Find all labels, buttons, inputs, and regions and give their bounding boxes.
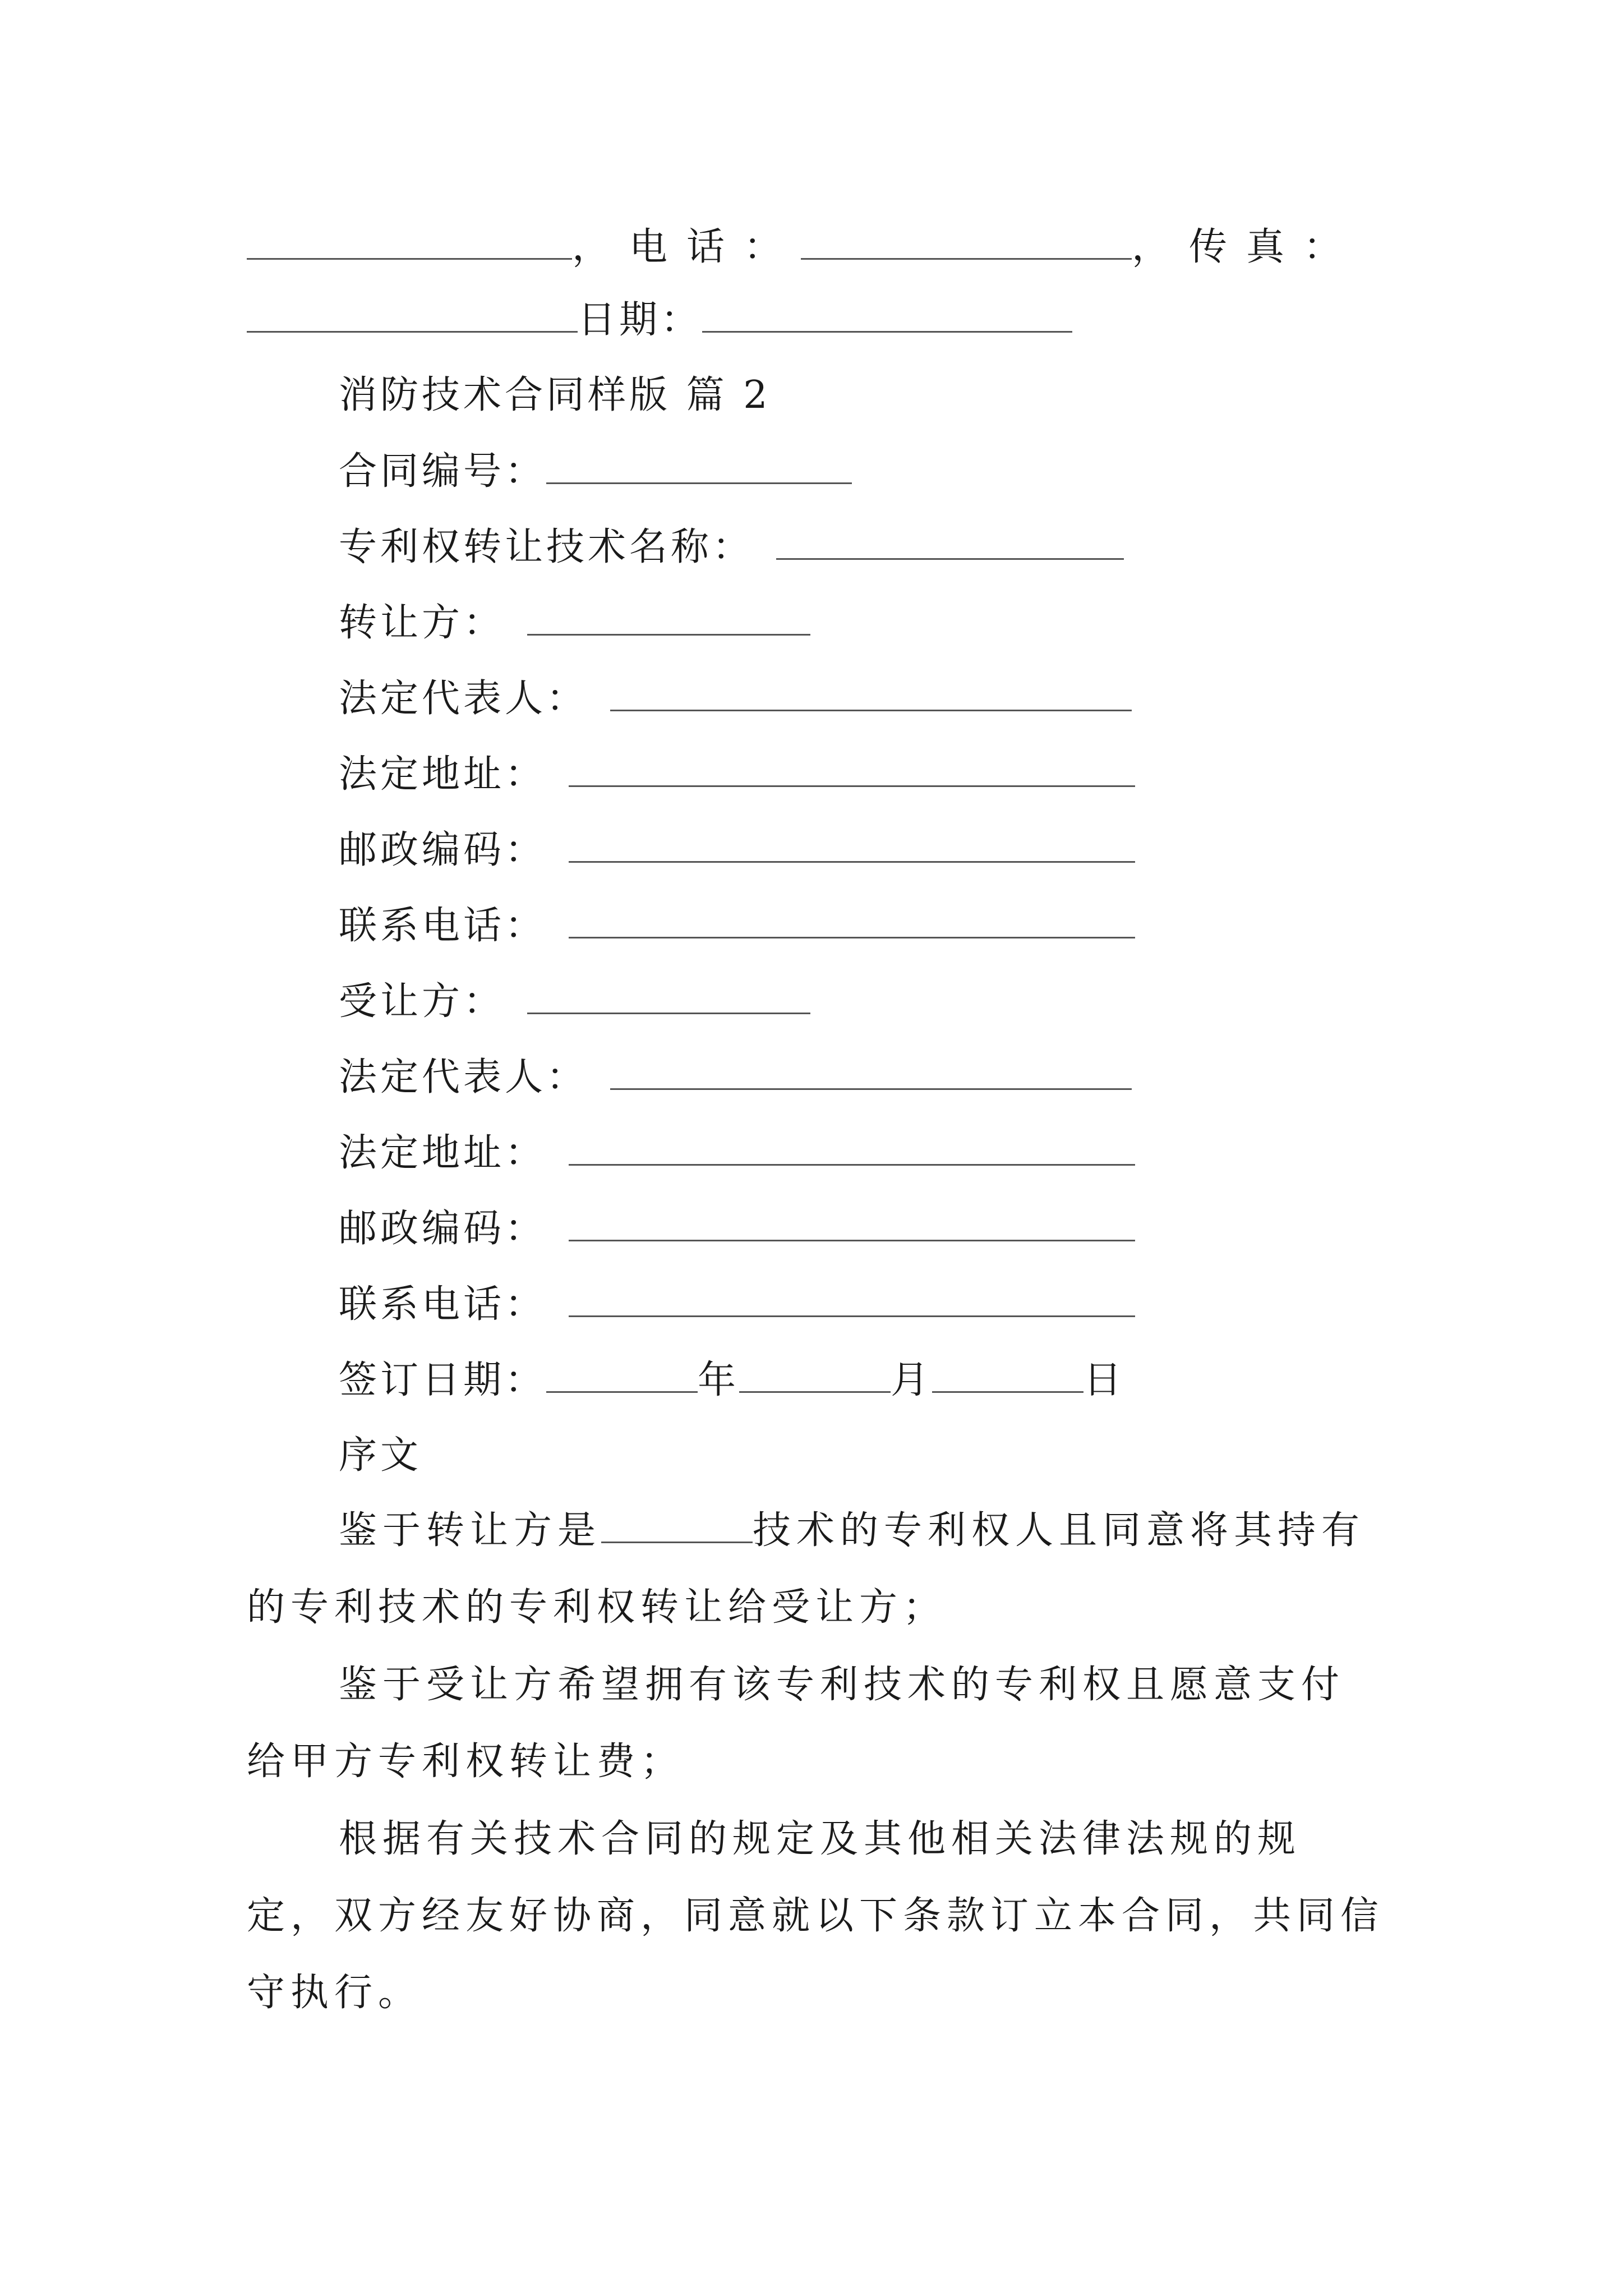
blank-field: [702, 297, 1072, 333]
address-label: 法定地址：: [339, 752, 547, 797]
patent-name-label: 专利权转让技术名称：: [339, 525, 754, 569]
blank-field: [527, 600, 810, 636]
blank-field: [546, 449, 852, 484]
blank-field: [546, 1358, 698, 1393]
transferee-legal-rep-row: [339, 1055, 1132, 1100]
contract-number-label: 合同编号：: [339, 449, 547, 494]
transferor-phone-row: [339, 903, 1135, 949]
date-label: 日期：: [578, 298, 703, 342]
blank-field: [569, 903, 1135, 938]
blank-field: [247, 297, 578, 333]
fax-label: ，传真：: [1132, 225, 1361, 269]
transferee-phone-row: [339, 1282, 1135, 1327]
transferor-postcode-row: [339, 827, 1135, 873]
paragraph-text: 技术的专利权人且同意将其持有的专利技术的专利权转让给受让方；: [247, 1508, 1366, 1630]
signing-date-row: [339, 1358, 1125, 1403]
blank-field: [569, 1130, 1135, 1166]
signing-date-label: 签订日期：: [339, 1358, 547, 1402]
blank-field: [601, 1508, 753, 1543]
preface-paragraph-2: 鉴于受让方希望拥有该专利技术的专利权且愿意支付给甲方专利权转让费；: [247, 1663, 1345, 1784]
blank-field: [610, 676, 1132, 711]
transferor-row: [339, 600, 810, 646]
transferor-legal-rep-row: [339, 676, 1132, 721]
blank-field: [776, 524, 1124, 560]
legal-rep-label: 法定代表人：: [339, 1055, 588, 1099]
patent-name-row: [339, 524, 1124, 570]
preface-title: 序文: [339, 1433, 422, 1478]
blank-field: [247, 224, 572, 260]
phone-label: 联系电话：: [339, 1282, 547, 1327]
postcode-label: 邮政编码：: [339, 828, 547, 872]
blank-field: [801, 224, 1132, 260]
section-heading: 消防技术合同样版 篇 2: [339, 373, 771, 417]
transferee-postcode-row: [339, 1206, 1135, 1251]
transferee-row: [339, 979, 810, 1024]
transferor-label: 转让方：: [339, 601, 505, 645]
preface-paragraph-3: 根据有关技术合同的规定及其他相关法律法规的规定，双方经友好协商，同意就以下条款订立本合同，共同信守执行。: [247, 1817, 1385, 2015]
postcode-label: 邮政编码：: [339, 1207, 547, 1251]
blank-field: [610, 1055, 1132, 1090]
blank-field: [527, 979, 810, 1014]
year-label: 年: [698, 1358, 740, 1402]
blank-field: [739, 1358, 891, 1393]
transferee-address-row: [339, 1130, 1135, 1176]
blank-field: [569, 1282, 1135, 1317]
blank-field: [569, 827, 1135, 863]
transferor-address-row: [339, 752, 1135, 797]
phone-label: 联系电话：: [339, 904, 547, 948]
transferee-label: 受让方：: [339, 979, 505, 1024]
paragraph-text: 鉴于转让方是: [339, 1508, 602, 1553]
day-label: 日: [1083, 1358, 1126, 1402]
blank-field: [569, 1206, 1135, 1241]
month-label: 月: [891, 1358, 933, 1402]
preface-paragraph-1: [247, 1492, 1385, 1646]
blank-field: [569, 752, 1135, 787]
date-line: [247, 297, 1072, 343]
blank-field: [932, 1358, 1083, 1393]
address-label: 法定地址：: [339, 1131, 547, 1175]
contact-line: [247, 224, 1361, 270]
phone-label: ，电话：: [572, 225, 801, 269]
legal-rep-label: 法定代表人：: [339, 677, 588, 721]
contract-number-row: [339, 449, 852, 494]
